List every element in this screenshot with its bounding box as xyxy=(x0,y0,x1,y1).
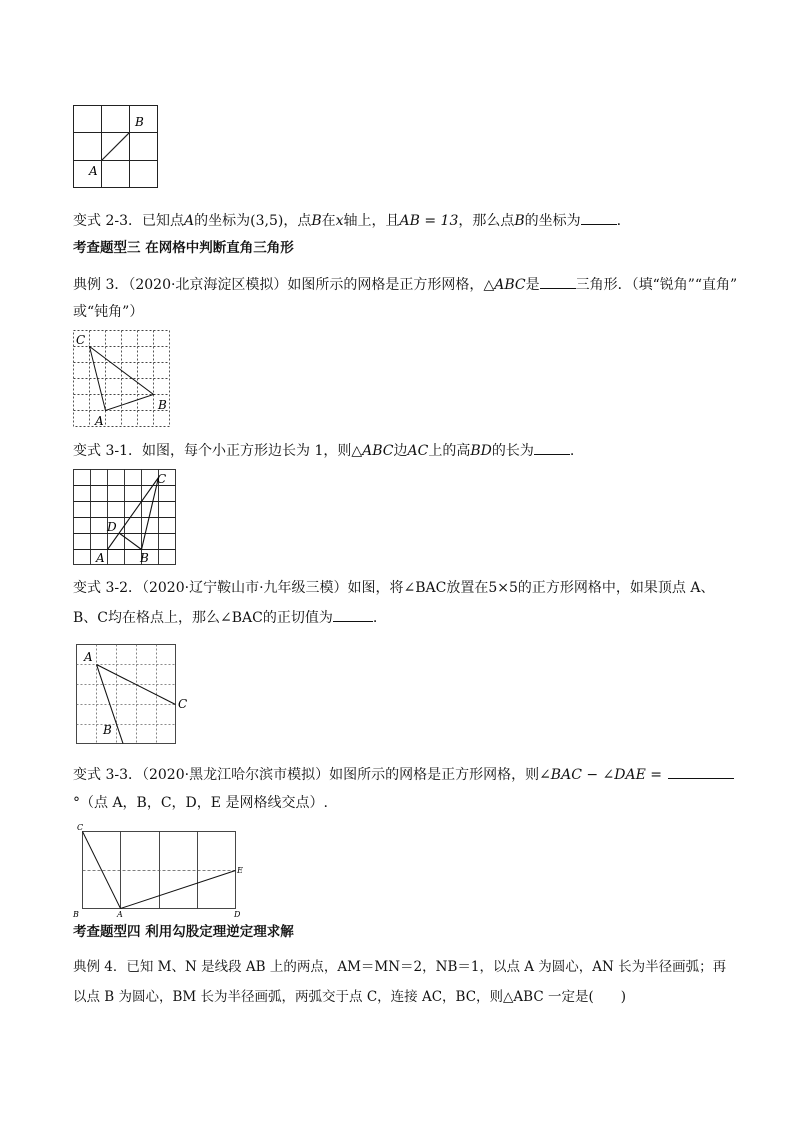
label-c: C xyxy=(76,333,86,347)
answer-blank[interactable] xyxy=(534,440,570,455)
label-b: B xyxy=(103,723,112,737)
label-d: D xyxy=(234,910,241,919)
exercise-3-3-line1: 变式 3-3．（2020·黑龙江哈尔滨市模拟）如图所示的网格是正方形网格，则∠BAC − ∠DAE = xyxy=(73,764,723,785)
label-b: B xyxy=(158,398,167,412)
answer-blank[interactable] xyxy=(333,607,373,622)
example-4-line2: 以点 B 为圆心，BM 长为半径画弧，两弧交于点 C，连接 AC，BC，则△ABC 一定是( ) xyxy=(73,989,626,1005)
label-a: A xyxy=(84,650,93,664)
figure-angle-bac xyxy=(76,644,188,746)
figure-rect-grid-abcde xyxy=(73,823,245,919)
label-b: B xyxy=(135,115,144,129)
label-d: D xyxy=(107,520,117,534)
label-b: B xyxy=(73,910,79,919)
label-c: C xyxy=(77,823,84,832)
label-a: A xyxy=(89,164,98,178)
answer-blank[interactable] xyxy=(668,764,734,779)
example-4-line1: 典例 4．已知 M、N 是线段 AB 上的两点，AM＝MN＝2，NB＝1，以点 A 为圆心，AN 长为半径画弧；再 xyxy=(73,959,727,975)
exercise-3-2-line1: 变式 3-2．（2020·辽宁鞍山市·九年级三模）如图，将∠BAC放置在5×5的正方形网格中，如果顶点 A、 xyxy=(73,580,715,596)
exercise-3-2-line2: B、C均在格点上，那么∠BAC的正切值为 . xyxy=(73,607,723,628)
label-e: E xyxy=(237,866,243,875)
section-heading-4: 考查题型四 利用勾股定理逆定理求解 xyxy=(73,924,294,940)
example-3: 典例 3．（2020·北京海淀区模拟）如图所示的网格是正方形网格，△ABC是 三角形．（填“锐角”“直角” xyxy=(73,274,723,295)
section-heading-3: 考查题型三 在网格中判断直角三角形 xyxy=(73,240,294,256)
figure-grid-ab xyxy=(73,105,159,189)
exercise-3-3-line2: °（点 A，B，C，D，E 是网格线交点）. xyxy=(73,795,328,811)
answer-blank[interactable] xyxy=(581,210,617,225)
figure-grid-abc-bd xyxy=(73,469,179,567)
figure-dashed-grid-abc xyxy=(73,330,173,428)
label-b: B xyxy=(140,551,149,565)
label-a: A xyxy=(96,551,105,565)
label-c: C xyxy=(157,472,167,486)
exercise-3-1: 变式 3-1．如图，每个小正方形边长为 1，则△ABC边AC上的高BD的长为 . xyxy=(73,440,723,461)
answer-blank[interactable] xyxy=(540,274,576,289)
example-3-line2: 或“钝角”） xyxy=(73,304,144,320)
label-a: A xyxy=(95,414,104,428)
label-a: A xyxy=(117,910,123,919)
label-c: C xyxy=(178,697,188,711)
exercise-2-3: 变式 2-3．已知点A的坐标为(3,5)，点B在x轴上，且AB = 13，那么点B的坐标为 . xyxy=(73,210,723,231)
